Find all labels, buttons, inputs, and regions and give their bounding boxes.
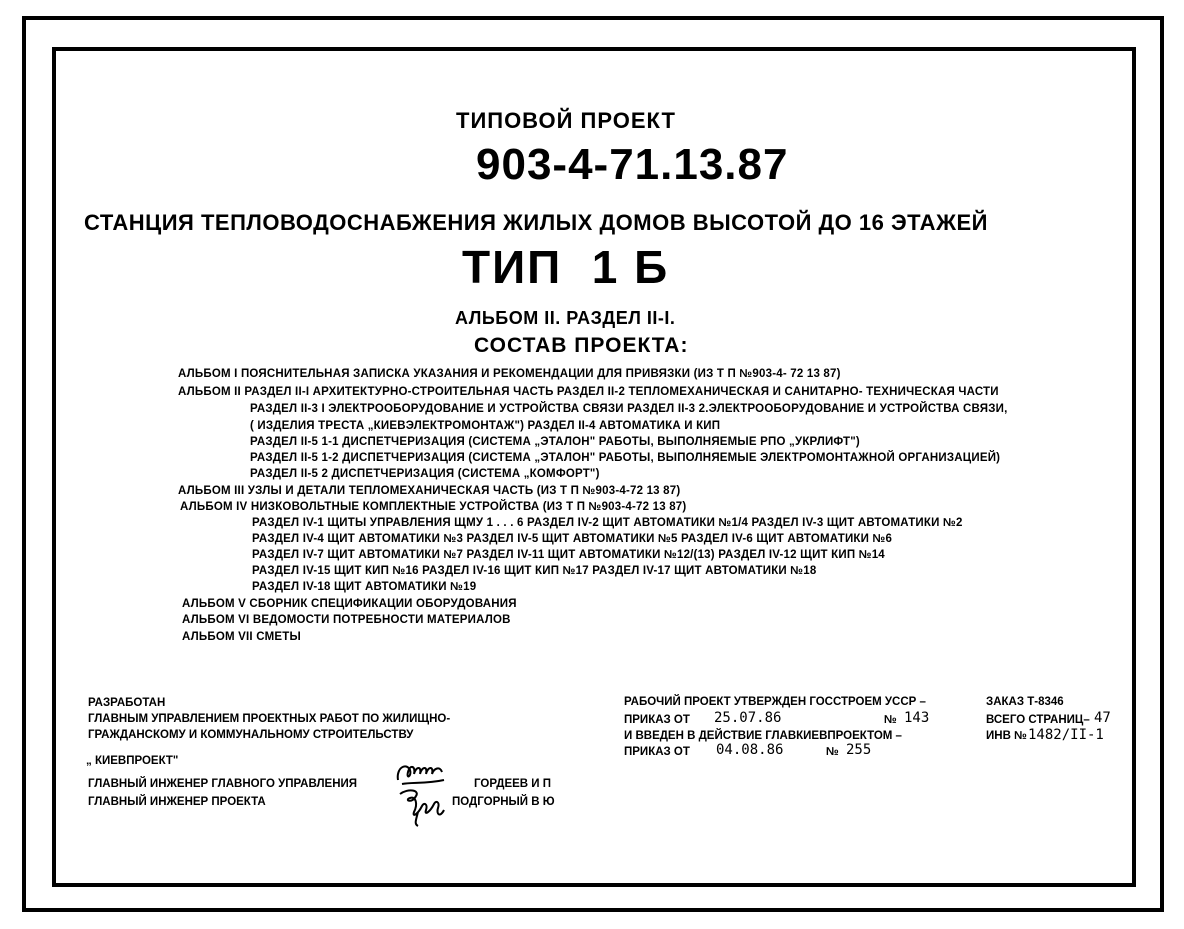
contents-line: РАЗДЕЛ II-5 1-1 ДИСПЕТЧЕРИЗАЦИЯ (СИСТЕМА „ЭТАЛОН" РАБОТЫ, ВЫПОЛНЯЕМЫЕ РПО „УКРЛИФТ") [250, 436, 860, 448]
pages-count: 47 [1094, 710, 1111, 726]
contents-line: АЛЬБОМ VI ВЕДОМОСТИ ПОТРЕБНОСТИ МАТЕРИАЛОВ [182, 614, 511, 626]
approval-order-label: ПРИКАЗ ОТ [624, 714, 690, 726]
contents-line: АЛЬБОМ VII СМЕТЫ [182, 631, 301, 643]
developer-label: РАЗРАБОТАН [88, 697, 166, 709]
project-number: 903-4-71.13.87 [476, 140, 789, 189]
signature-project-engineer [394, 784, 452, 830]
contents-line: АЛЬБОМ V СБОРНИК СПЕЦИФИКАЦИИ ОБОРУДОВАНИЯ [182, 598, 517, 610]
project-engineer-role: ГЛАВНЫЙ ИНЖЕНЕР ПРОЕКТА [88, 796, 266, 808]
approval-intro-no-label: № [826, 746, 839, 758]
inventory-label: ИНВ № [986, 730, 1027, 742]
chief-engineer-role: ГЛАВНЫЙ ИНЖЕНЕР ГЛАВНОГО УПРАВЛЕНИЯ [88, 778, 358, 790]
contents-line: АЛЬБОМ II РАЗДЕЛ II-I АРХИТЕКТУРНО-СТРОИТЕЛЬНАЯ ЧАСТЬ РАЗДЕЛ II-2 ТЕПЛОМЕХАНИЧЕСКАЯ И САНИТАРНО- ТЕХНИЧЕСКАЯ ЧАСТИ [178, 386, 999, 398]
order-number: ЗАКАЗ Т-8346 [986, 696, 1064, 708]
project-name: СТАНЦИЯ ТЕПЛОВОДОСНАБЖЕНИЯ ЖИЛЫХ ДОМОВ ВЫСОТОЙ ДО 16 ЭТАЖЕЙ [84, 210, 988, 235]
album-section: АЛЬБОМ II. РАЗДЕЛ II-I. [455, 308, 676, 328]
inventory-number: 1482/II-1 [1028, 727, 1104, 743]
chief-engineer-name: ГОРДЕЕВ И П [474, 778, 552, 790]
pages-label: ВСЕГО СТРАНИЦ– [986, 714, 1090, 726]
contents-line: РАЗДЕЛ II-3 I ЭЛЕКТРООБОРУДОВАНИЕ И УСТРОЙСТВА СВЯЗИ РАЗДЕЛ II-3 2.ЭЛЕКТРООБОРУДОВАНИЕ И УСТРОЙСТВА СВЯЗИ, [250, 403, 1008, 415]
contents-line: РАЗДЕЛ IV-18 ЩИТ АВТОМАТИКИ №19 [252, 581, 477, 593]
project-engineer-name: ПОДГОРНЫЙ В Ю [452, 796, 555, 808]
contents-line: АЛЬБОМ IV НИЗКОВОЛЬТНЫЕ КОМПЛЕКТНЫЕ УСТРОЙСТВА (ИЗ Т П №903-4-72 13 87) [180, 501, 687, 513]
developer-org-line1: ГЛАВНЫМ УПРАВЛЕНИЕМ ПРОЕКТНЫХ РАБОТ ПО ЖИЛИЩНО- [88, 713, 451, 725]
contents-line: АЛЬБОМ I ПОЯСНИТЕЛЬНАЯ ЗАПИСКА УКАЗАНИЯ И РЕКОМЕНДАЦИИ ДЛЯ ПРИВЯЗКИ (ИЗ Т П №903-4- 72 13 87) [178, 368, 841, 380]
approval-order-date: 25.07.86 [714, 710, 782, 726]
approval-intro-no: 255 [846, 742, 872, 758]
contents-line: РАЗДЕЛ II-5 2 ДИСПЕТЧЕРИЗАЦИЯ (СИСТЕМА „КОМФОРТ") [250, 468, 600, 480]
developer-org-line2: ГРАЖДАНСКОМУ И КОММУНАЛЬНОМУ СТРОИТЕЛЬСТВУ [88, 729, 414, 741]
approval-intro-date: 04.08.86 [716, 742, 784, 758]
contents-line: АЛЬБОМ III УЗЛЫ И ДЕТАЛИ ТЕПЛОМЕХАНИЧЕСКАЯ ЧАСТЬ (ИЗ Т П №903-4-72 13 87) [178, 485, 681, 497]
developer-institute: „ КИЕВПРОЕКТ" [86, 755, 179, 767]
approval-intro-label: ПРИКАЗ ОТ [624, 746, 690, 758]
contents-title: СОСТАВ ПРОЕКТА: [474, 334, 689, 357]
contents-line: РАЗДЕЛ II-5 1-2 ДИСПЕТЧЕРИЗАЦИЯ (СИСТЕМА „ЭТАЛОН" РАБОТЫ, ВЫПОЛНЯЕМЫЕ ЭЛЕКТРОМОНТАЖНОЙ ОРГАНИЗАЦИЕЙ) [250, 452, 1001, 464]
contents-line: РАЗДЕЛ IV-4 ЩИТ АВТОМАТИКИ №3 РАЗДЕЛ IV-5 ЩИТ АВТОМАТИКИ №5 РАЗДЕЛ IV-6 ЩИТ АВТОМАТИКИ №6 [252, 533, 893, 545]
approval-order-no-label: № [884, 714, 897, 726]
contents-line: РАЗДЕЛ IV-15 ЩИТ КИП №16 РАЗДЕЛ IV-16 ЩИТ КИП №17 РАЗДЕЛ IV-17 ЩИТ АВТОМАТИКИ №18 [252, 565, 817, 577]
contents-line: ( ИЗДЕЛИЯ ТРЕСТА „КИЕВЭЛЕКТРОМОНТАЖ") РАЗДЕЛ II-4 АВТОМАТИКА И КИП [250, 420, 721, 432]
approval-order-no: 143 [904, 710, 930, 726]
type-label: ТИП 1 Б [462, 241, 670, 293]
approval-line3: И ВВЕДЕН В ДЕЙСТВИЕ ГЛАВКИЕВПРОЕКТОМ – [624, 730, 902, 742]
project-type: ТИПОВОЙ ПРОЕКТ [456, 108, 676, 133]
contents-line: РАЗДЕЛ IV-7 ЩИТ АВТОМАТИКИ №7 РАЗДЕЛ IV-11 ЩИТ АВТОМАТИКИ №12/(13) РАЗДЕЛ IV-12 ЩИТ КИП №14 [252, 549, 885, 561]
contents-line: РАЗДЕЛ IV-1 ЩИТЫ УПРАВЛЕНИЯ ЩМУ 1 . . . 6 РАЗДЕЛ IV-2 ЩИТ АВТОМАТИКИ №1/4 РАЗДЕЛ IV-3 ЩИТ АВТОМАТИКИ №2 [252, 517, 963, 529]
approval-line1: РАБОЧИЙ ПРОЕКТ УТВЕРЖДЕН ГОССТРОЕМ УССР – [624, 696, 926, 708]
